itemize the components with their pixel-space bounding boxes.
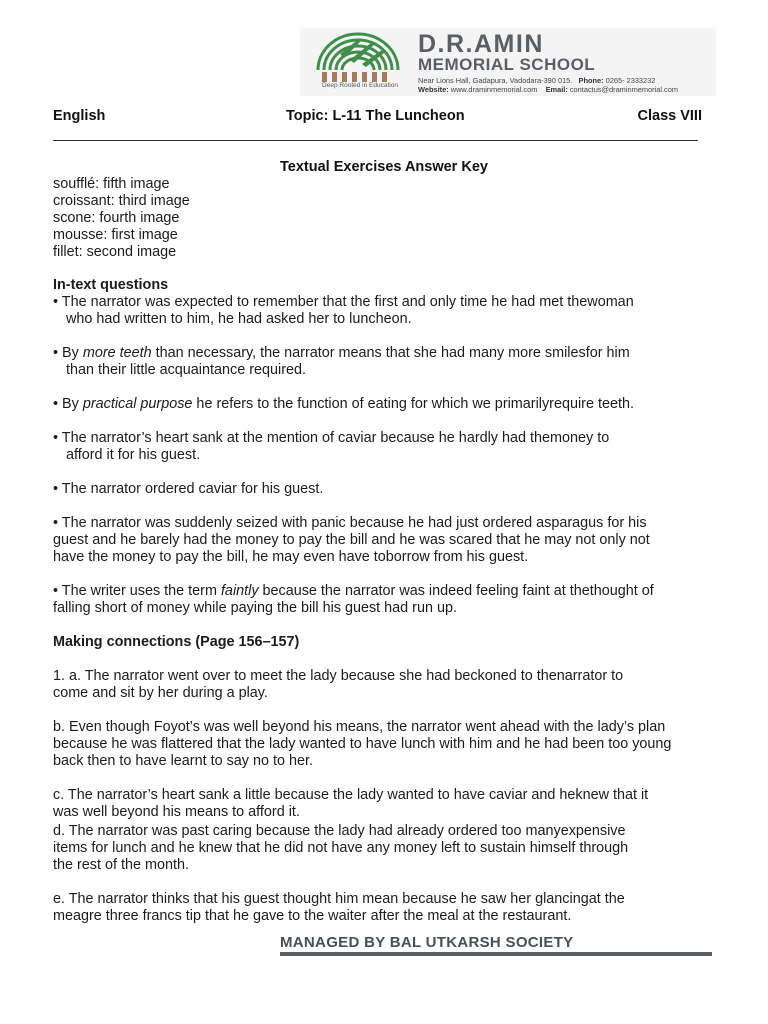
vocab-item: croissant: third image: [53, 193, 190, 209]
text-run: than necessary, the narrator means that she had many more smilesfor him: [151, 345, 630, 361]
vocab-item: soufflé: fifth image: [53, 176, 170, 192]
intext-answer-line: • The narrator was expected to remember that the first and only time he had met thewoman: [53, 294, 634, 310]
connection-answer-line: e. The narrator thinks that his guest thought him mean because he saw her glancingat the: [53, 891, 625, 907]
footer-divider: [280, 952, 712, 956]
intext-answer-line: • The narrator was suddenly seized with panic because he had just ordered asparagus for his: [53, 515, 647, 531]
text-run: • The writer uses the term: [53, 583, 221, 599]
connection-answer-line: b. Even though Foyot’s was well beyond his means, the narrator went ahead with the lady’s plan: [53, 719, 666, 735]
footer-text: MANAGED BY BAL UTKARSH SOCIETY: [280, 934, 574, 951]
connection-answer-line: was well beyond his means to afford it.: [53, 804, 300, 820]
intext-answer-line: [53, 583, 703, 600]
school-contact-line: [418, 85, 678, 94]
text-run: • By: [53, 345, 83, 361]
intext-answer-line: [53, 396, 703, 413]
section-heading-making-connections: Making connections (Page 156–157): [53, 634, 300, 650]
school-website: www.draminmemorial.com: [450, 85, 538, 94]
connection-answer-line: d. The narrator was past caring because the lady had already ordered too manyexpensive: [53, 823, 626, 839]
school-phone: 0265- 2333232: [605, 76, 656, 85]
connection-answer-line: back then to have learnt to say no to her.: [53, 753, 314, 769]
subject-label: English: [53, 108, 106, 124]
intext-answer-line: afford it for his guest.: [66, 447, 201, 463]
emphasis-term: practical purpose: [82, 396, 193, 412]
connection-answer-line: because he was flattered that the lady wanted to have lunch with him and he had been too young: [53, 736, 672, 752]
vocab-item: scone: fourth image: [53, 210, 180, 226]
school-address: Near Lions Hall, Gadapura, Vadodara-390 015.: [418, 76, 573, 85]
answer-key-body: [53, 176, 703, 925]
school-name: D.R.AMIN: [418, 30, 544, 58]
intext-answer-line: who had written to him, he had asked her to luncheon.: [66, 311, 412, 327]
intext-answer-line: falling short of money while paying the bill his guest had run up.: [53, 600, 457, 616]
school-name-sub: MEMORIAL SCHOOL: [418, 55, 596, 74]
emphasis-term: more teeth: [82, 345, 152, 361]
intext-answer-line: have the money to pay the bill, he may even have toborrow from his guest.: [53, 549, 529, 565]
connection-answer-line: come and sit by her during a play.: [53, 685, 268, 701]
topic-label: Topic: L-11 The Luncheon: [286, 108, 465, 124]
text-run: he refers to the function of eating for which we primarilyrequire teeth.: [192, 396, 634, 412]
intext-answer-line: guest and he barely had the money to pay the bill and he was scared that he may not only not: [53, 532, 650, 548]
connection-answer-line: meagre three francs tip that he gave to the waiter after the meal at the restaurant.: [53, 908, 572, 924]
vocab-item: mousse: first image: [53, 227, 178, 243]
email-label: Email:: [545, 85, 568, 94]
header-divider: [53, 140, 698, 141]
school-address-line: [418, 76, 655, 85]
intext-answer-line: • The narrator’s heart sank at the mention of caviar because he hardly had themoney to: [53, 430, 610, 446]
website-label: Website:: [418, 85, 449, 94]
connection-answer-line: items for lunch and he knew that he did not have any money left to sustain himself through: [53, 840, 629, 856]
page-title: Textual Exercises Answer Key: [280, 159, 488, 175]
text-run: because the narrator was indeed feeling faint at thethought of: [258, 583, 654, 599]
intext-answer-line: than their little acquaintance required.: [66, 362, 306, 378]
intext-answer-line: • The narrator ordered caviar for his guest.: [53, 481, 324, 497]
text-run: • By: [53, 396, 83, 412]
vocab-item: fillet: second image: [53, 244, 177, 260]
connection-answer-line: 1. a. The narrator went over to meet the lady because she had beckoned to thenarrator to: [53, 668, 624, 684]
school-email: contactus@draminmemorial.com: [569, 85, 678, 94]
connection-answer-line: c. The narrator’s heart sank a little because the lady wanted to have caviar and heknew that it: [53, 787, 649, 803]
connection-answer-line: the rest of the month.: [53, 857, 189, 873]
intext-answer-line: [53, 345, 703, 362]
school-tagline: Deep Rooted in Education: [322, 82, 398, 89]
class-label: Class VIII: [637, 108, 702, 124]
section-heading-intext: In-text questions: [53, 277, 169, 293]
letterhead: [300, 28, 716, 96]
emphasis-term: faintly: [220, 583, 259, 599]
phone-label: Phone:: [578, 76, 604, 85]
